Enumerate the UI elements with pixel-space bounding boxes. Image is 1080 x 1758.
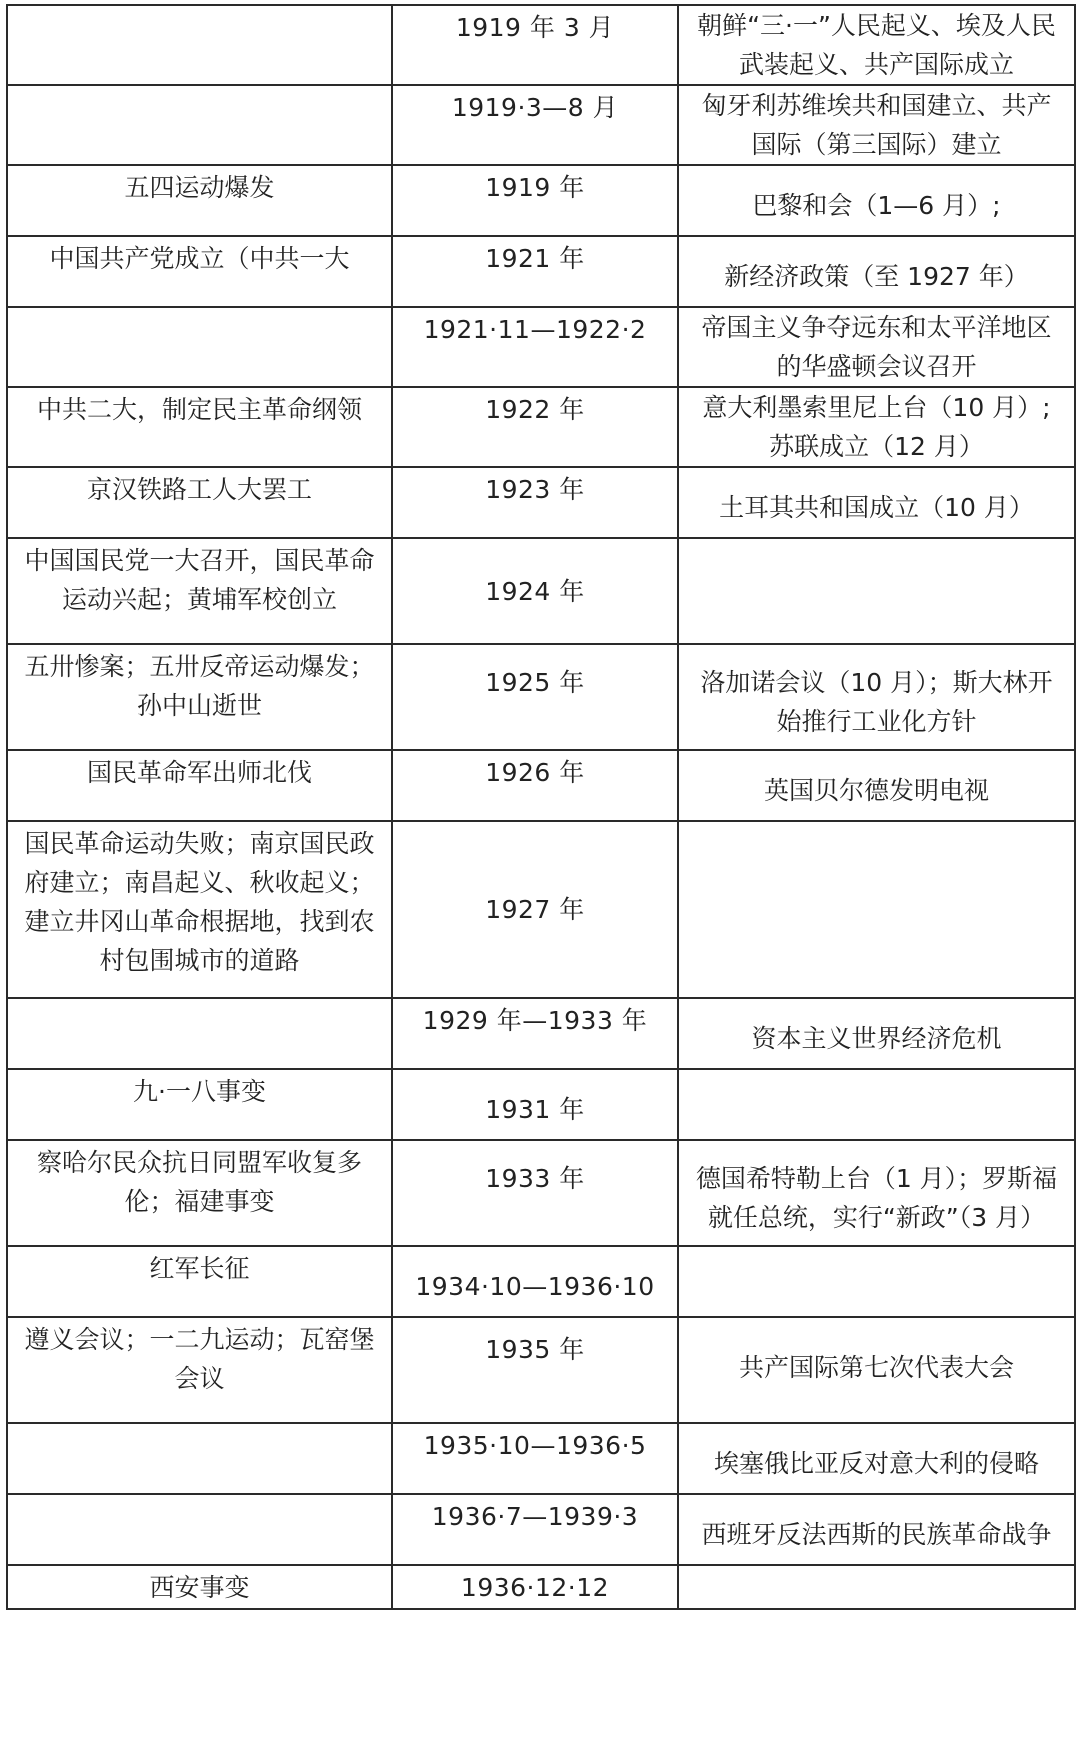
year-cell: 1936·7—1939·3 (392, 1494, 678, 1565)
table-row (7, 1494, 1075, 1565)
china-event-cell: 五卅惨案；五卅反帝运动爆发；孙中山逝世 (7, 644, 392, 750)
table-row (7, 998, 1075, 1069)
world-event-cell: 英国贝尔德发明电视 (678, 750, 1075, 821)
china-event-cell (7, 85, 392, 165)
china-event-cell: 京汉铁路工人大罢工 (7, 467, 392, 538)
world-event-cell: 德国希特勒上台（1 月）；罗斯福就任总统，实行“新政”（3 月） (678, 1140, 1075, 1246)
year-cell: 1923 年 (392, 467, 678, 538)
world-event-cell: 西班牙反法西斯的民族革命战争 (678, 1494, 1075, 1565)
year-cell: 1924 年 (392, 538, 678, 644)
world-event-cell: 土耳其共和国成立（10 月） (678, 467, 1075, 538)
world-event-cell (678, 538, 1075, 644)
year-cell: 1926 年 (392, 750, 678, 821)
table-row (7, 1140, 1075, 1246)
china-event-cell (7, 5, 392, 85)
world-event-cell: 资本主义世界经济危机 (678, 998, 1075, 1069)
china-event-cell: 西安事变 (7, 1565, 392, 1609)
table-row (7, 538, 1075, 644)
year-cell: 1922 年 (392, 387, 678, 467)
table-row (7, 467, 1075, 538)
year-cell: 1935·10—1936·5 (392, 1423, 678, 1494)
year-cell: 1927 年 (392, 821, 678, 998)
table-row (7, 5, 1075, 85)
year-cell: 1931 年 (392, 1069, 678, 1140)
table-row (7, 1317, 1075, 1423)
table-row (7, 1069, 1075, 1140)
year-cell: 1936·12·12 (392, 1565, 678, 1609)
table-row (7, 387, 1075, 467)
china-event-cell (7, 1423, 392, 1494)
china-event-cell: 国民革命运动失败；南京国民政府建立；南昌起义、秋收起义；建立井冈山革命根据地，找到农村包围城市的道路 (7, 821, 392, 998)
year-cell: 1925 年 (392, 644, 678, 750)
table-row (7, 750, 1075, 821)
world-event-cell: 意大利墨索里尼上台（10 月）;苏联成立（12 月） (678, 387, 1075, 467)
year-cell: 1921 年 (392, 236, 678, 307)
year-cell: 1921·11—1922·2 (392, 307, 678, 387)
table-body (7, 5, 1075, 1609)
year-cell: 1934·10—1936·10 (392, 1246, 678, 1317)
world-event-cell: 洛加诺会议（10 月）；斯大林开始推行工业化方针 (678, 644, 1075, 750)
table-row (7, 85, 1075, 165)
table-row (7, 644, 1075, 750)
china-event-cell: 中国国民党一大召开，国民革命运动兴起；黄埔军校创立 (7, 538, 392, 644)
china-event-cell: 中国共产党成立（中共一大 (7, 236, 392, 307)
world-event-cell: 匈牙利苏维埃共和国建立、共产国际（第三国际）建立 (678, 85, 1075, 165)
world-event-cell: 新经济政策（至 1927 年） (678, 236, 1075, 307)
table-row (7, 821, 1075, 998)
year-cell: 1919 年 (392, 165, 678, 236)
world-event-cell: 巴黎和会（1—6 月）; (678, 165, 1075, 236)
year-cell: 1919 年 3 月 (392, 5, 678, 85)
china-event-cell: 九·一八事变 (7, 1069, 392, 1140)
china-event-cell: 五四运动爆发 (7, 165, 392, 236)
table-row (7, 307, 1075, 387)
china-event-cell: 红军长征 (7, 1246, 392, 1317)
china-event-cell (7, 307, 392, 387)
year-cell: 1935 年 (392, 1317, 678, 1423)
table-row (7, 1246, 1075, 1317)
year-cell: 1919·3—8 月 (392, 85, 678, 165)
world-event-cell: 埃塞俄比亚反对意大利的侵略 (678, 1423, 1075, 1494)
world-event-cell (678, 1069, 1075, 1140)
world-event-cell (678, 821, 1075, 998)
china-event-cell: 国民革命军出师北伐 (7, 750, 392, 821)
world-event-cell (678, 1246, 1075, 1317)
world-event-cell: 共产国际第七次代表大会 (678, 1317, 1075, 1423)
china-event-cell: 中共二大，制定民主革命纲领 (7, 387, 392, 467)
china-event-cell: 遵义会议；一二九运动；瓦窑堡会议 (7, 1317, 392, 1423)
world-event-cell: 帝国主义争夺远东和太平洋地区的华盛顿会议召开 (678, 307, 1075, 387)
year-cell: 1929 年—1933 年 (392, 998, 678, 1069)
world-event-cell: 朝鲜“三·一”人民起义、埃及人民武装起义、共产国际成立 (678, 5, 1075, 85)
china-event-cell (7, 998, 392, 1069)
china-event-cell: 察哈尔民众抗日同盟军收复多伦；福建事变 (7, 1140, 392, 1246)
china-event-cell (7, 1494, 392, 1565)
table-row (7, 1565, 1075, 1609)
world-event-cell (678, 1565, 1075, 1609)
table-row (7, 236, 1075, 307)
history-timeline-table (6, 4, 1076, 1610)
table-row (7, 1423, 1075, 1494)
table-row (7, 165, 1075, 236)
year-cell: 1933 年 (392, 1140, 678, 1246)
